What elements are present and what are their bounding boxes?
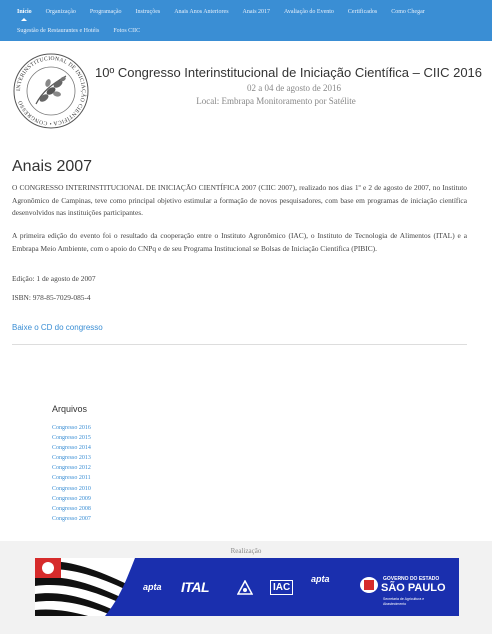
footer-label: Realização: [230, 547, 262, 555]
sponsors-banner: [35, 558, 459, 616]
archive-link[interactable]: Congresso 2010: [52, 485, 91, 492]
iac-logo: IAC: [270, 580, 293, 595]
nav-item-instrucoes[interactable]: Instruções: [135, 9, 161, 15]
archive-link[interactable]: Congresso 2015: [52, 435, 91, 442]
archive-link[interactable]: Congresso 2013: [52, 455, 91, 462]
apta-logo-2: apta: [311, 574, 330, 584]
nav-item-avaliacao[interactable]: Avaliação do Evento: [284, 9, 334, 15]
archive-list: [52, 423, 91, 524]
nav-item-restaurantes[interactable]: Sugestão de Restaurantes e Hotéis: [17, 28, 100, 34]
section-heading: Anais 2007: [12, 158, 93, 175]
archive-link[interactable]: Congresso 2007: [52, 515, 91, 522]
isbn-text: ISBN: 978-85-7029-085-4: [12, 293, 91, 302]
top-navigation: [0, 0, 492, 41]
nav-row-2: [10, 28, 147, 34]
archive-link[interactable]: Congresso 2008: [52, 505, 91, 512]
archive-link[interactable]: Congresso 2011: [52, 475, 91, 482]
archive-link[interactable]: Congresso 2009: [52, 495, 91, 502]
archive-link[interactable]: Congresso 2012: [52, 465, 91, 472]
secretaria-label: Secretaria de Agricultura e Abastecimento: [383, 597, 425, 606]
nav-item-fotos[interactable]: Fotos CIIC: [113, 28, 141, 34]
ital-logo: ITAL: [181, 579, 210, 595]
nav-item-programacao[interactable]: Programação: [89, 9, 122, 15]
main-content: [12, 158, 467, 332]
apta-logo: apta: [143, 582, 162, 592]
footer: [0, 541, 492, 634]
paragraph-2: A primeira edição do evento foi o resultado da cooperação entre o Instituto Agronômico (IAC), o Instituto de Tecnologia de Alimentos (ITAL) e a Embrapa Meio Ambiente, com o apoio do CNPq e de seu Programa Institucional se Bolsas de Iniciação Científica (PIBIC).: [12, 231, 467, 253]
seal-text: INTERINSTITUCIONAL DE INICIAÇÃO CIENTÍFICA • CONGRESSO: [15, 55, 87, 127]
sao-paulo-flag-icon: [35, 558, 135, 616]
state-emblem-icon: [359, 576, 379, 594]
paragraph-1: O CONGRESSO INTERINSTITUCIONAL DE INICIAÇÃO CIENTÍFICA 2007 (CIIC 2007), realizado nos dias 1º e 2 de agosto de 2007, no Instituto Agronômico de Campinas, teve como principal objetivo estimular a formação de novos pesquisadores, com base em programas de iniciação científica desenvolvidos nas instituições participantes.: [12, 183, 467, 218]
page-title: 10º Congresso Interinstitucional de Iniciação Científica – CIIC 2016: [95, 65, 483, 80]
nav-row-1: [10, 9, 432, 15]
nav-item-inicio[interactable]: Início: [10, 9, 39, 15]
edition-text: Edição: 1 de agosto de 2007: [12, 274, 96, 283]
divider: [12, 344, 467, 345]
nav-item-como-chegar[interactable]: Como Chegar: [391, 9, 425, 15]
nav-item-anais-anteriores[interactable]: Anais Anos Anteriores: [174, 9, 229, 15]
sao-paulo-label: SÃO PAULO: [381, 582, 446, 594]
emblem-icon: [237, 580, 253, 596]
download-cd-link[interactable]: Baixe o CD do congresso: [12, 323, 103, 332]
archive-link[interactable]: Congresso 2014: [52, 445, 91, 452]
event-date: 02 a 04 de agosto de 2016: [247, 83, 341, 93]
nav-item-organizacao[interactable]: Organização: [45, 9, 76, 15]
archive-title: Arquivos: [52, 404, 88, 414]
archive-link[interactable]: Congresso 2016: [52, 425, 91, 431]
congress-seal-logo: [12, 52, 90, 135]
nav-item-certificados[interactable]: Certificados: [347, 9, 378, 15]
event-location: Local: Embrapa Monitoramento por Satélite: [196, 96, 356, 106]
gov-label: GOVERNO DO ESTADO: [383, 576, 440, 582]
nav-item-anais-2017[interactable]: Anais 2017: [242, 9, 271, 15]
